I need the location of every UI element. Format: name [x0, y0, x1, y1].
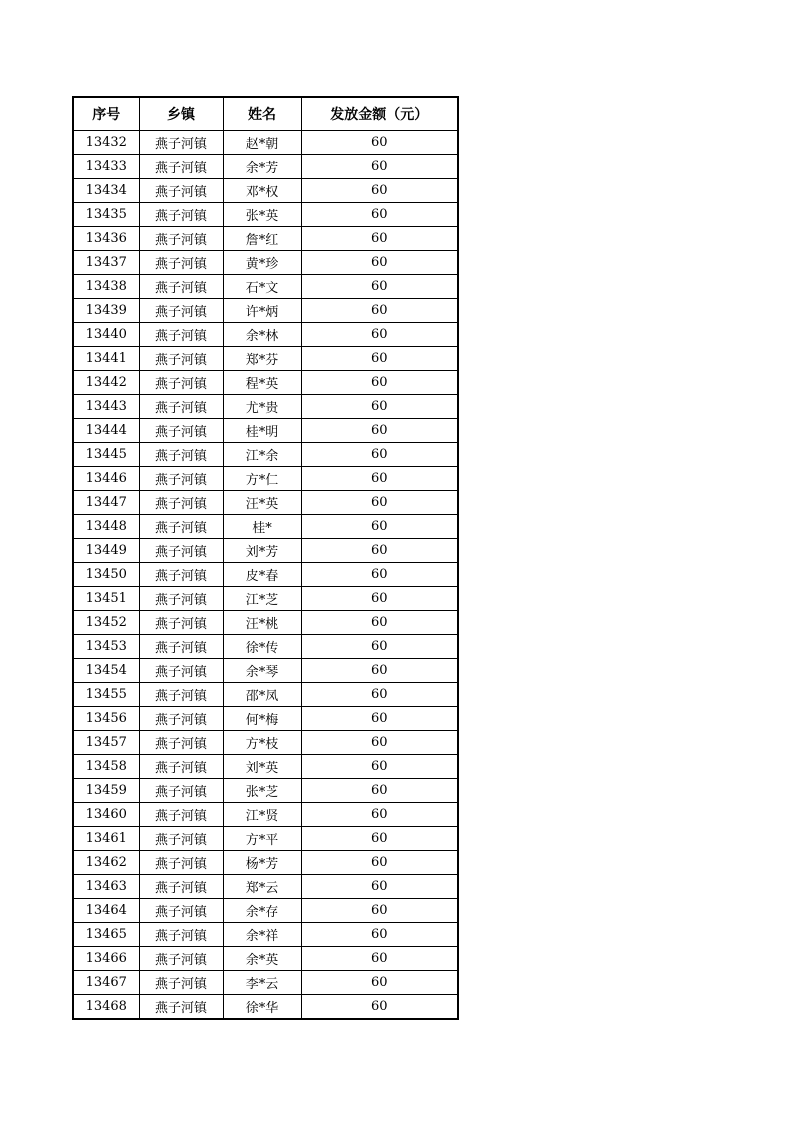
- cell-amount: 60: [301, 299, 458, 323]
- cell-township: 燕子河镇: [139, 443, 223, 467]
- cell-serial-number: 13465: [73, 923, 139, 947]
- cell-serial-number: 13450: [73, 563, 139, 587]
- cell-township: 燕子河镇: [139, 779, 223, 803]
- header-row: [73, 97, 458, 131]
- cell-serial-number: 13432: [73, 131, 139, 155]
- cell-amount: 60: [301, 923, 458, 947]
- table-row: [73, 419, 458, 443]
- cell-name: 黄*珍: [223, 251, 301, 275]
- cell-name: 桂*明: [223, 419, 301, 443]
- cell-township: 燕子河镇: [139, 203, 223, 227]
- cell-amount: 60: [301, 227, 458, 251]
- cell-amount: 60: [301, 995, 458, 1020]
- cell-name: 汪*桃: [223, 611, 301, 635]
- header-amount: 发放金额（元）: [301, 97, 458, 131]
- cell-name: 张*芝: [223, 779, 301, 803]
- table-row: [73, 179, 458, 203]
- table-row: [73, 323, 458, 347]
- cell-amount: 60: [301, 779, 458, 803]
- cell-township: 燕子河镇: [139, 827, 223, 851]
- cell-name: 余*祥: [223, 923, 301, 947]
- cell-serial-number: 13434: [73, 179, 139, 203]
- cell-serial-number: 13468: [73, 995, 139, 1020]
- table-row: [73, 203, 458, 227]
- cell-amount: 60: [301, 323, 458, 347]
- cell-amount: 60: [301, 875, 458, 899]
- cell-township: 燕子河镇: [139, 347, 223, 371]
- cell-name: 汪*英: [223, 491, 301, 515]
- table-row: [73, 515, 458, 539]
- cell-serial-number: 13437: [73, 251, 139, 275]
- cell-serial-number: 13458: [73, 755, 139, 779]
- cell-amount: 60: [301, 803, 458, 827]
- cell-name: 方*仁: [223, 467, 301, 491]
- cell-name: 刘*芳: [223, 539, 301, 563]
- table-row: [73, 611, 458, 635]
- cell-amount: 60: [301, 731, 458, 755]
- cell-amount: 60: [301, 539, 458, 563]
- cell-serial-number: 13456: [73, 707, 139, 731]
- cell-serial-number: 13440: [73, 323, 139, 347]
- cell-name: 何*梅: [223, 707, 301, 731]
- cell-township: 燕子河镇: [139, 755, 223, 779]
- table-row: [73, 635, 458, 659]
- cell-township: 燕子河镇: [139, 467, 223, 491]
- cell-amount: 60: [301, 179, 458, 203]
- table-row: [73, 539, 458, 563]
- table-row: [73, 443, 458, 467]
- table-row: [73, 899, 458, 923]
- cell-serial-number: 13467: [73, 971, 139, 995]
- table-row: [73, 395, 458, 419]
- table-row: [73, 347, 458, 371]
- table-body: [73, 131, 458, 1020]
- cell-township: 燕子河镇: [139, 419, 223, 443]
- cell-amount: 60: [301, 755, 458, 779]
- table-row: [73, 947, 458, 971]
- cell-township: 燕子河镇: [139, 803, 223, 827]
- table-row: [73, 875, 458, 899]
- cell-name: 尤*贵: [223, 395, 301, 419]
- cell-name: 方*枝: [223, 731, 301, 755]
- cell-amount: 60: [301, 947, 458, 971]
- cell-township: 燕子河镇: [139, 587, 223, 611]
- cell-serial-number: 13455: [73, 683, 139, 707]
- cell-name: 邵*凤: [223, 683, 301, 707]
- cell-name: 皮*春: [223, 563, 301, 587]
- table-row: [73, 275, 458, 299]
- cell-serial-number: 13442: [73, 371, 139, 395]
- cell-township: 燕子河镇: [139, 635, 223, 659]
- cell-serial-number: 13436: [73, 227, 139, 251]
- cell-name: 邓*权: [223, 179, 301, 203]
- cell-serial-number: 13443: [73, 395, 139, 419]
- table-row: [73, 923, 458, 947]
- table-row: [73, 587, 458, 611]
- cell-serial-number: 13453: [73, 635, 139, 659]
- cell-township: 燕子河镇: [139, 227, 223, 251]
- cell-serial-number: 13462: [73, 851, 139, 875]
- cell-name: 江*贤: [223, 803, 301, 827]
- cell-amount: 60: [301, 131, 458, 155]
- table-row: [73, 731, 458, 755]
- table-row: [73, 851, 458, 875]
- cell-name: 石*文: [223, 275, 301, 299]
- table-row: [73, 251, 458, 275]
- cell-township: 燕子河镇: [139, 155, 223, 179]
- cell-township: 燕子河镇: [139, 707, 223, 731]
- cell-amount: 60: [301, 203, 458, 227]
- cell-amount: 60: [301, 515, 458, 539]
- cell-serial-number: 13466: [73, 947, 139, 971]
- table-row: [73, 155, 458, 179]
- cell-township: 燕子河镇: [139, 131, 223, 155]
- table-row: [73, 803, 458, 827]
- cell-serial-number: 13461: [73, 827, 139, 851]
- cell-township: 燕子河镇: [139, 683, 223, 707]
- cell-amount: 60: [301, 971, 458, 995]
- cell-serial-number: 13451: [73, 587, 139, 611]
- cell-name: 余*林: [223, 323, 301, 347]
- cell-name: 许*炳: [223, 299, 301, 323]
- cell-amount: 60: [301, 491, 458, 515]
- cell-amount: 60: [301, 851, 458, 875]
- table-row: [73, 563, 458, 587]
- cell-township: 燕子河镇: [139, 515, 223, 539]
- cell-amount: 60: [301, 275, 458, 299]
- cell-name: 徐*华: [223, 995, 301, 1020]
- cell-township: 燕子河镇: [139, 563, 223, 587]
- cell-township: 燕子河镇: [139, 875, 223, 899]
- cell-name: 程*英: [223, 371, 301, 395]
- table-row: [73, 827, 458, 851]
- cell-township: 燕子河镇: [139, 395, 223, 419]
- cell-name: 江*芝: [223, 587, 301, 611]
- cell-name: 詹*红: [223, 227, 301, 251]
- cell-amount: 60: [301, 395, 458, 419]
- payment-sheet: [72, 96, 459, 1020]
- table-row: [73, 227, 458, 251]
- cell-serial-number: 13460: [73, 803, 139, 827]
- cell-serial-number: 13435: [73, 203, 139, 227]
- header-name: 姓名: [223, 97, 301, 131]
- cell-name: 郑*芬: [223, 347, 301, 371]
- cell-township: 燕子河镇: [139, 611, 223, 635]
- cell-amount: 60: [301, 683, 458, 707]
- cell-serial-number: 13444: [73, 419, 139, 443]
- cell-name: 赵*朝: [223, 131, 301, 155]
- cell-name: 李*云: [223, 971, 301, 995]
- cell-serial-number: 13439: [73, 299, 139, 323]
- cell-township: 燕子河镇: [139, 731, 223, 755]
- table-row: [73, 755, 458, 779]
- cell-serial-number: 13445: [73, 443, 139, 467]
- cell-name: 刘*英: [223, 755, 301, 779]
- cell-name: 桂*: [223, 515, 301, 539]
- cell-amount: 60: [301, 347, 458, 371]
- cell-amount: 60: [301, 827, 458, 851]
- cell-township: 燕子河镇: [139, 899, 223, 923]
- cell-township: 燕子河镇: [139, 251, 223, 275]
- cell-amount: 60: [301, 419, 458, 443]
- cell-township: 燕子河镇: [139, 539, 223, 563]
- table-row: [73, 659, 458, 683]
- cell-name: 郑*云: [223, 875, 301, 899]
- cell-serial-number: 13463: [73, 875, 139, 899]
- cell-serial-number: 13464: [73, 899, 139, 923]
- cell-township: 燕子河镇: [139, 179, 223, 203]
- table-row: [73, 131, 458, 155]
- table-row: [73, 779, 458, 803]
- cell-township: 燕子河镇: [139, 299, 223, 323]
- cell-name: 徐*传: [223, 635, 301, 659]
- cell-amount: 60: [301, 371, 458, 395]
- cell-serial-number: 13441: [73, 347, 139, 371]
- cell-township: 燕子河镇: [139, 995, 223, 1020]
- cell-amount: 60: [301, 659, 458, 683]
- table-row: [73, 995, 458, 1020]
- cell-township: 燕子河镇: [139, 371, 223, 395]
- cell-amount: 60: [301, 635, 458, 659]
- cell-township: 燕子河镇: [139, 851, 223, 875]
- cell-amount: 60: [301, 899, 458, 923]
- table-row: [73, 467, 458, 491]
- cell-township: 燕子河镇: [139, 659, 223, 683]
- cell-serial-number: 13446: [73, 467, 139, 491]
- cell-township: 燕子河镇: [139, 491, 223, 515]
- cell-amount: 60: [301, 155, 458, 179]
- cell-name: 江*余: [223, 443, 301, 467]
- cell-serial-number: 13459: [73, 779, 139, 803]
- cell-township: 燕子河镇: [139, 923, 223, 947]
- cell-amount: 60: [301, 707, 458, 731]
- cell-amount: 60: [301, 587, 458, 611]
- table-row: [73, 707, 458, 731]
- table-row: [73, 491, 458, 515]
- table-row: [73, 971, 458, 995]
- cell-serial-number: 13438: [73, 275, 139, 299]
- cell-name: 张*英: [223, 203, 301, 227]
- header-township: 乡镇: [139, 97, 223, 131]
- table-row: [73, 299, 458, 323]
- cell-name: 方*平: [223, 827, 301, 851]
- cell-township: 燕子河镇: [139, 947, 223, 971]
- cell-name: 余*存: [223, 899, 301, 923]
- table-row: [73, 371, 458, 395]
- cell-serial-number: 13433: [73, 155, 139, 179]
- cell-name: 杨*芳: [223, 851, 301, 875]
- cell-name: 余*英: [223, 947, 301, 971]
- cell-name: 余*芳: [223, 155, 301, 179]
- cell-amount: 60: [301, 443, 458, 467]
- cell-serial-number: 13457: [73, 731, 139, 755]
- payment-table: [72, 96, 459, 1020]
- cell-township: 燕子河镇: [139, 275, 223, 299]
- cell-serial-number: 13447: [73, 491, 139, 515]
- cell-township: 燕子河镇: [139, 971, 223, 995]
- cell-amount: 60: [301, 251, 458, 275]
- table-row: [73, 683, 458, 707]
- cell-serial-number: 13452: [73, 611, 139, 635]
- header-serial-number: 序号: [73, 97, 139, 131]
- cell-serial-number: 13454: [73, 659, 139, 683]
- cell-amount: 60: [301, 611, 458, 635]
- cell-township: 燕子河镇: [139, 323, 223, 347]
- cell-serial-number: 13448: [73, 515, 139, 539]
- cell-name: 余*琴: [223, 659, 301, 683]
- cell-amount: 60: [301, 563, 458, 587]
- cell-amount: 60: [301, 467, 458, 491]
- cell-serial-number: 13449: [73, 539, 139, 563]
